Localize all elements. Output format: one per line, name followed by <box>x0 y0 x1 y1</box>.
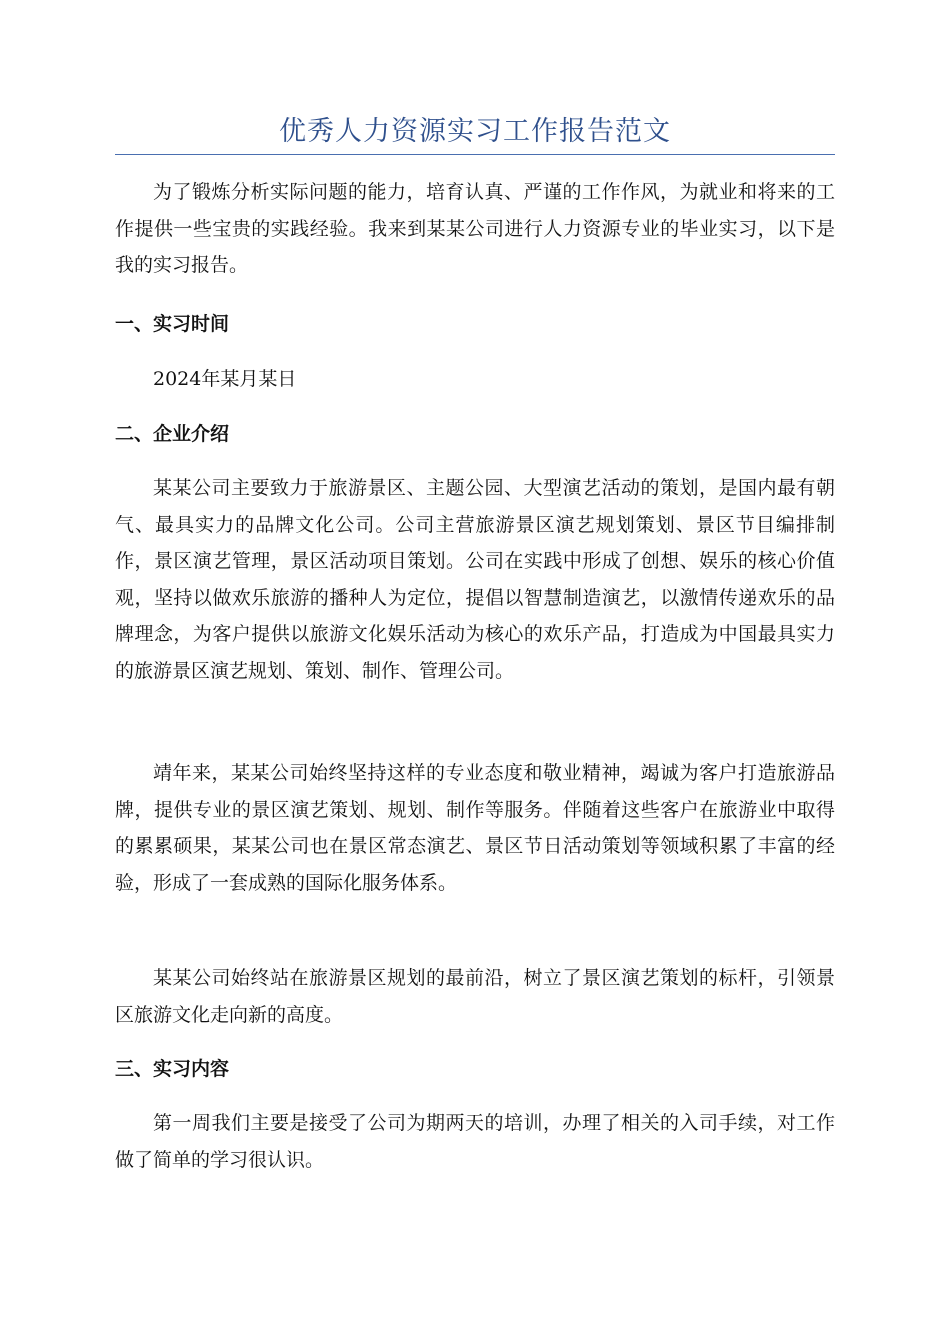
intro-paragraph: 为了锻炼分析实际问题的能力，培育认真、严谨的工作作风，为就业和将来的工作提供一些宝贵的实践经验。我来到某某公司进行人力资源专业的毕业实习，以下是我的实习报告。 <box>115 181 835 276</box>
company-intro-paragraph-3: 某某公司始终站在旅游景区规划的最前沿，树立了景区演艺策划的标杆，引领景区旅游文化走向新的高度。 <box>115 967 835 1026</box>
internship-content-paragraph: 第一周我们主要是接受了公司为期两天的培训，办理了相关的入司手续，对工作做了简单的学习很认识。 <box>115 1112 835 1171</box>
section-heading-internship-time: 一、实习时间 <box>115 313 230 335</box>
company-intro-paragraph-2: 靖年来，某某公司始终坚持这样的专业态度和敬业精神，竭诚为客户打造旅游品牌，提供专业的景区演艺策划、规划、制作等服务。伴随着这些客户在旅游业中取得的累累硕果，某某公司也在景区常态演艺、景区节日活动策划等领域积累了丰富的经验，形成了一套成熟的国际化服务体系。 <box>115 762 835 894</box>
title-underline <box>115 154 835 155</box>
internship-time-paragraph: 2024年某月某日 <box>153 368 297 390</box>
document-title: 优秀人力资源实习工作报告范文 <box>279 116 671 147</box>
company-intro-paragraph-1: 某某公司主要致力于旅游景区、主题公园、大型演艺活动的策划，是国内最有朝气、最具实力的品牌文化公司。公司主营旅游景区演艺规划策划、景区节目编排制作，景区演艺管理，景区活动项目策划。公司在实践中形成了创想、娱乐的核心价值观，坚持以做欢乐旅游的播种人为定位，提倡以智慧制造演艺，以激情传递欢乐的品牌理念，为客户提供以旅游文化娱乐活动为核心的欢乐产品，打造成为中国最具实力的旅游景区演艺规划、策划、制作、管理公司。 <box>115 477 835 682</box>
section-heading-internship-content: 三、实习内容 <box>115 1058 230 1080</box>
section-heading-company-intro: 二、企业介绍 <box>115 423 230 445</box>
